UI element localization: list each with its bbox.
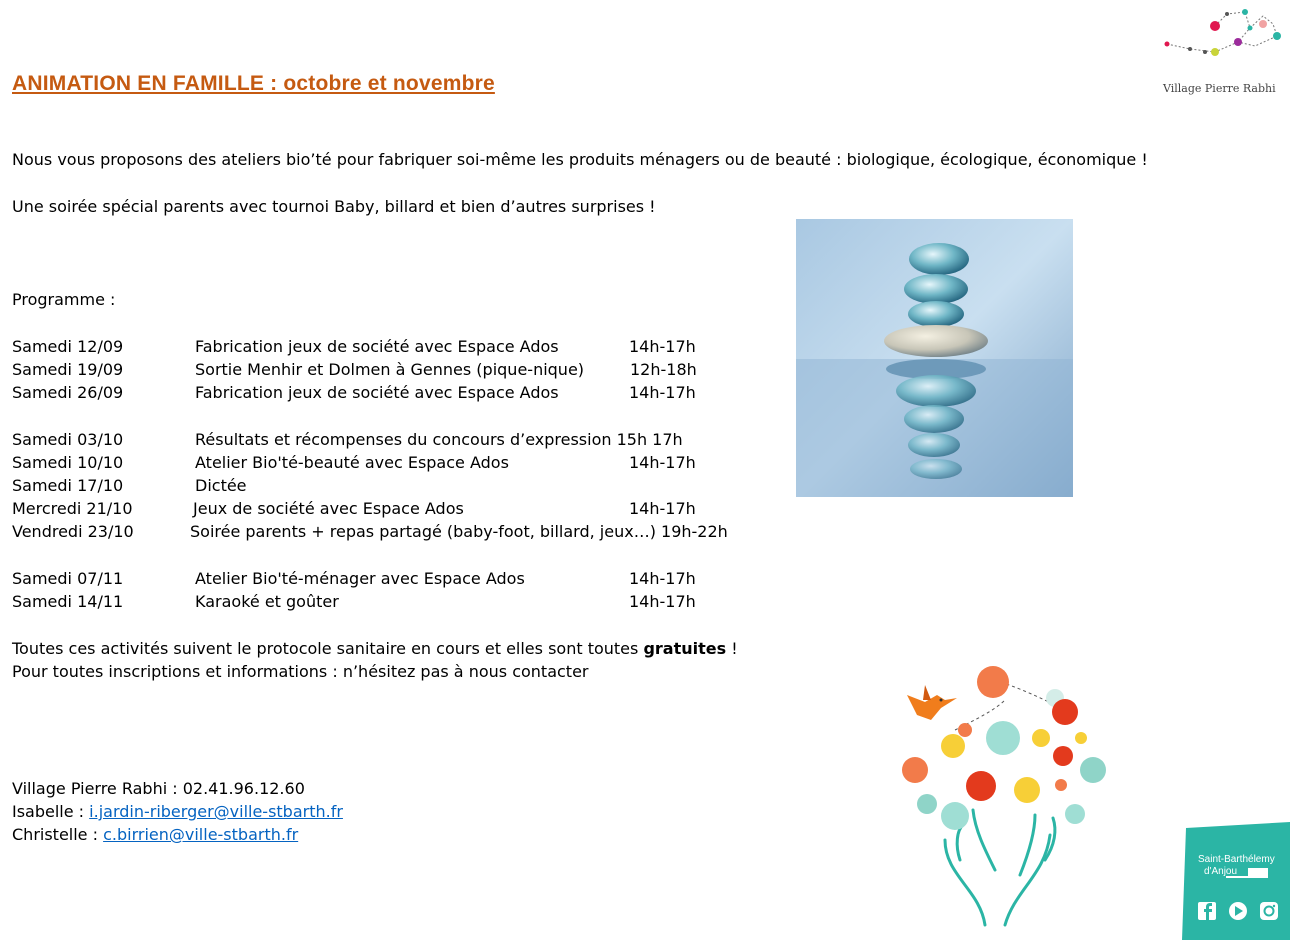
schedule-row <box>12 474 792 497</box>
sb-logo-line2: d'Anjou <box>1204 866 1238 877</box>
schedule-time: 14h-17h <box>629 453 696 472</box>
schedule-activity: Atelier Bio'té-beauté avec Espace Ados <box>195 453 509 472</box>
free-notice-text: Toutes ces activités suivent le protocole sanitaire en cours et elles sont toutes <box>12 639 644 658</box>
schedule-row <box>12 590 792 613</box>
schedule-row <box>12 428 792 451</box>
email-link-isabelle[interactable]: i.jardin-riberger@ville-stbarth.fr <box>89 802 343 821</box>
intro-paragraph-1: Nous vous proposons des ateliers bio’té pour fabriquer soi-même les produits ménagers ou de beauté : biologique, écologique, économique ! <box>12 150 1148 169</box>
zen-stones-image <box>796 219 1073 497</box>
programme-label: Programme : <box>12 290 116 309</box>
contact-isabelle <box>12 800 343 823</box>
free-notice-end: ! <box>726 639 738 658</box>
schedule-activity: Fabrication jeux de société avec Espace Ados <box>195 337 559 356</box>
hummingbird-icon <box>907 685 957 720</box>
schedule-date: Samedi 03/10 <box>12 430 124 449</box>
saint-barthelemy-logo <box>1182 822 1294 940</box>
intro-paragraph-2: Une soirée spécial parents avec tournoi Baby, billard et bien d’autres surprises ! <box>12 197 656 216</box>
facebook-icon <box>1198 902 1216 920</box>
village-logo-caption: Village Pierre Rabhi <box>1163 82 1276 95</box>
free-notice <box>12 637 738 660</box>
village-phone: Village Pierre Rabhi : 02.41.96.12.60 <box>12 779 305 798</box>
schedule-row <box>12 335 792 358</box>
schedule-time: 12h-18h <box>630 360 697 379</box>
free-notice-bold: gratuites <box>643 639 727 658</box>
schedule-activity: Dictée <box>195 476 247 495</box>
schedule-activity: Karaoké et goûter <box>195 592 339 611</box>
contact-label: Christelle : <box>12 825 104 844</box>
schedule-row <box>12 567 792 590</box>
tree-icon <box>845 640 1155 945</box>
contact-label: Isabelle : <box>12 802 90 821</box>
schedule-time: 14h-17h <box>629 592 696 611</box>
schedule-time: 14h-17h <box>629 569 696 588</box>
page-title: ANIMATION EN FAMILLE : octobre et novembre <box>12 72 495 95</box>
schedule-row <box>12 520 792 543</box>
schedule-activity: Atelier Bio'té-ménager avec Espace Ados <box>195 569 525 588</box>
schedule-activity: Fabrication jeux de société avec Espace Ados <box>195 383 559 402</box>
schedule-date: Vendredi 23/10 <box>12 522 134 541</box>
zen-stones-photo <box>796 219 1073 497</box>
village-pierre-rabhi-logo <box>1155 6 1285 101</box>
schedule-activity: Sortie Menhir et Dolmen à Gennes (pique-nique) <box>195 360 585 379</box>
schedule-activity: Soirée parents + repas partagé (baby-foot, billard, jeux…) 19h-22h <box>190 522 728 541</box>
contact-invite: Pour toutes inscriptions et informations : n’hésitez pas à nous contacter <box>12 662 589 681</box>
email-link-christelle[interactable]: c.birrien@ville-stbarth.fr <box>103 825 299 844</box>
constellation-icon <box>1155 6 1285 78</box>
youtube-icon <box>1229 902 1247 920</box>
schedule-row <box>12 358 792 381</box>
schedule-time: 14h-17h <box>629 337 696 356</box>
schedule-date: Samedi 07/11 <box>12 569 124 588</box>
contact-christelle <box>12 823 298 846</box>
schedule-row <box>12 381 792 404</box>
schedule-time: 14h-17h <box>629 383 696 402</box>
schedule-date: Samedi 19/09 <box>12 360 124 379</box>
instagram-icon <box>1260 902 1278 920</box>
schedule-time: 14h-17h <box>629 499 696 518</box>
schedule-date: Samedi 17/10 <box>12 476 124 495</box>
social-icons <box>1198 900 1278 924</box>
schedule-date: Samedi 26/09 <box>12 383 124 402</box>
schedule-date: Samedi 14/11 <box>12 592 124 611</box>
schedule-date: Mercredi 21/10 <box>12 499 133 518</box>
schedule-date: Samedi 12/09 <box>12 337 124 356</box>
sb-logo-line1: Saint-Barthélemy <box>1198 854 1275 865</box>
tree-illustration <box>845 640 1155 945</box>
schedule-activity: Résultats et récompenses du concours d’expression 15h 17h <box>195 430 683 449</box>
schedule-date: Samedi 10/10 <box>12 453 124 472</box>
schedule-row <box>12 497 792 520</box>
schedule-row <box>12 451 792 474</box>
schedule-activity: Jeux de société avec Espace Ados <box>193 499 464 518</box>
